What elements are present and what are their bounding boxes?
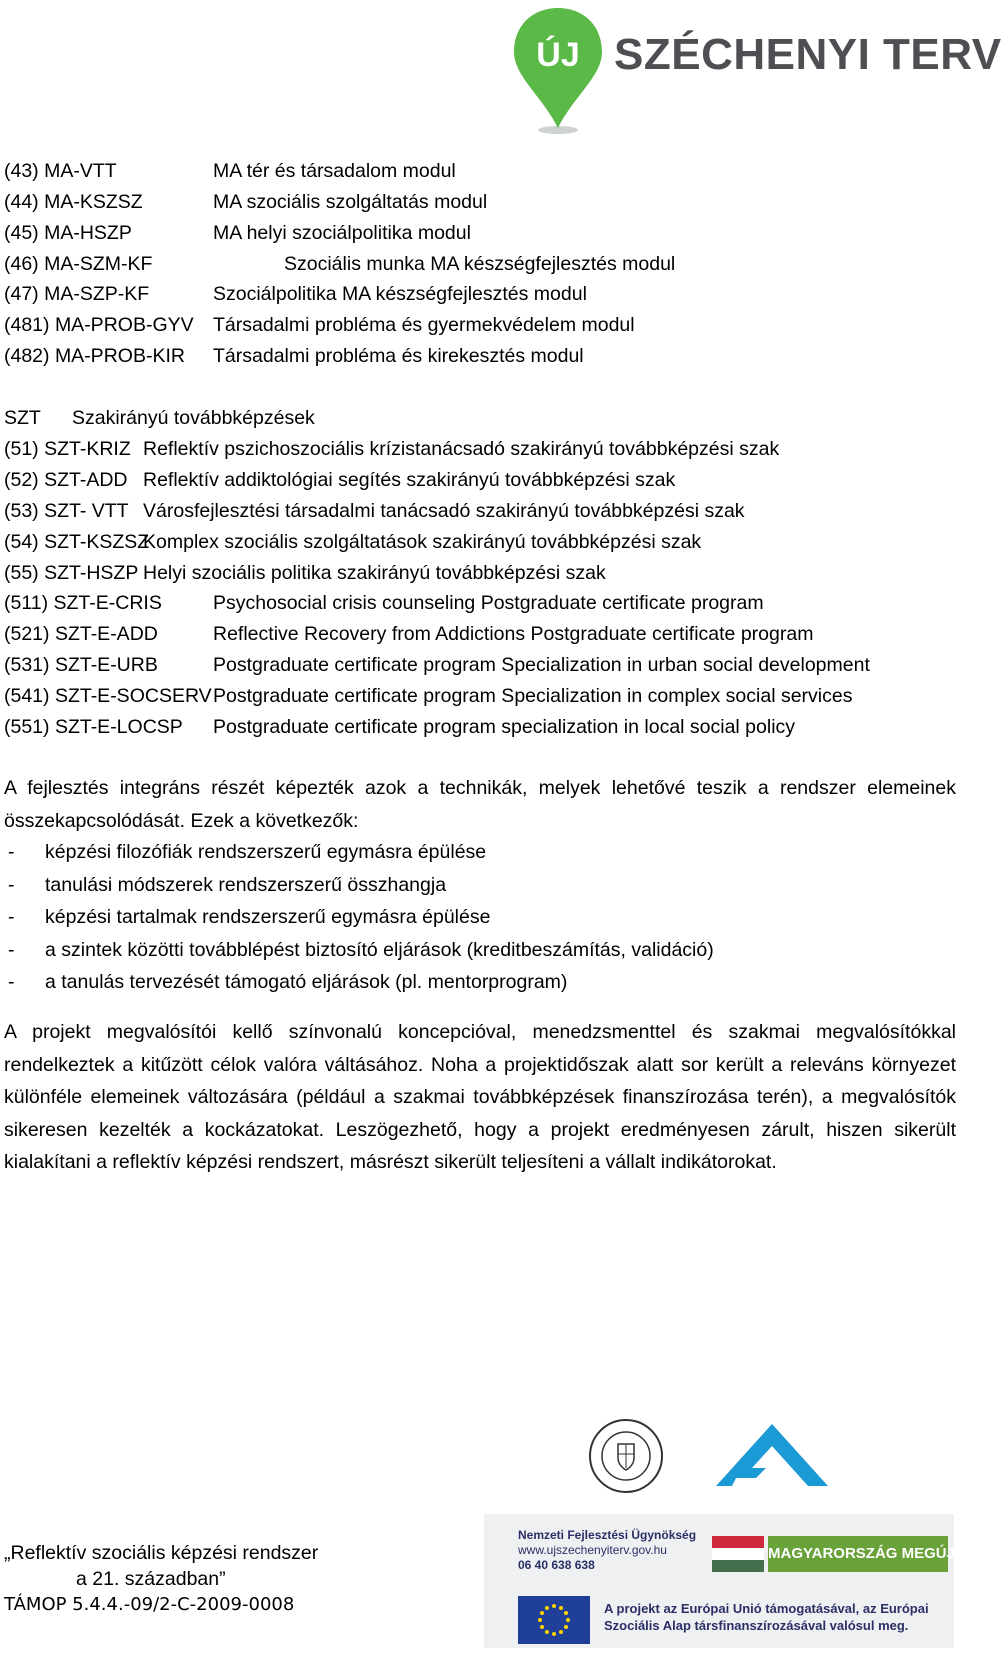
program-name: Psychosocial crisis counseling Postgraduate certificate program	[213, 592, 764, 614]
eu-note-line2: Szociális Alap társfinanszírozásával valósul meg.	[604, 1618, 909, 1633]
module-name: Társadalmi probléma és kirekesztés modul	[213, 345, 584, 367]
module-name: Szociális munka MA készségfejlesztés modul	[284, 253, 676, 275]
szt-title: Szakirányú továbbképzések	[72, 407, 315, 429]
program-code: (55) SZT-HSZP	[4, 562, 139, 584]
eu-funding-note	[604, 1600, 929, 1634]
module-code: (45) MA-HSZP	[4, 222, 132, 244]
program-name: Postgraduate certificate program specialization in local social policy	[213, 716, 796, 738]
program-code: (541) SZT-E-SOCSERV	[4, 685, 212, 707]
bullet-marker: -	[8, 971, 15, 993]
intro-paragraph: A fejlesztés integráns részét képezték azok a technikák, melyek lehetővé teszik a rendszer elemeinek összekapcsolódását. Ezek a következők:	[4, 777, 956, 832]
bullet-text: tanulási módszerek rendszerszerű összhangja	[45, 873, 447, 896]
hungarian-flag-icon	[712, 1536, 764, 1572]
location-pin-icon	[512, 6, 608, 136]
institution-triangle-logo-icon	[712, 1418, 832, 1490]
bullet-marker: -	[8, 873, 15, 896]
agency-url: www.ujszechenyiterv.gov.hu	[518, 1543, 667, 1557]
module-code: (43) MA-VTT	[4, 160, 117, 182]
module-code: (44) MA-KSZSZ	[4, 191, 143, 213]
module-name: MA helyi szociálpolitika modul	[213, 222, 471, 244]
module-name: Szociálpolitika MA készségfejlesztés modul	[213, 283, 587, 305]
module-code: (46) MA-SZM-KF	[4, 253, 153, 275]
footer-project-code: TÁMOP 5.4.4.-09/2-C-2009-0008	[4, 1594, 295, 1615]
bullet-text: a szintek közötti továbblépést biztosító eljárások (kreditbeszámítás, validáció)	[45, 938, 714, 961]
bullet-text: képzési tartalmak rendszerszerű egymásra épülése	[45, 906, 491, 928]
szt-code: SZT	[4, 407, 41, 429]
module-name: Társadalmi probléma és gyermekvédelem modul	[213, 314, 635, 336]
eu-note-line1: A projekt az Európai Unió támogatásával, az Európai	[604, 1601, 929, 1616]
module-code: (481) MA-PROB-GYV	[4, 314, 194, 336]
bullet-marker: -	[8, 938, 15, 961]
program-code: (521) SZT-E-ADD	[4, 623, 158, 645]
program-code: (52) SZT-ADD	[4, 469, 128, 491]
agency-block	[518, 1528, 696, 1573]
program-name: Reflektív addiktológiai segítés szakirányú továbbképzési szak	[143, 469, 676, 491]
bullet-marker: -	[8, 906, 15, 928]
program-code: (531) SZT-E-URB	[4, 654, 158, 676]
agency-name: Nemzeti Fejlesztési Ügynökség	[518, 1528, 697, 1542]
logo-pin-text: ÚJ	[536, 36, 580, 74]
program-code: (551) SZT-E-LOCSP	[4, 716, 183, 738]
module-name: MA szociális szolgáltatás modul	[213, 191, 488, 213]
bullet-text: a tanulás tervezését támogató eljárások (pl. mentorprogram)	[45, 971, 568, 993]
closing-paragraph: A projekt megvalósítói kellő színvonalú koncepcióval, menedzsmenttel és szakmai megvalósítókkal rendelkeztek a kitűzött célok valóra váltásához. Noha a projektidőszak alatt sor került a releváns környezet különféle elemeinek változására (például a szakmai továbbképzések finanszírozása terén), a megvalósítók sikeresen kezelték a kockázatokat. Leszögezhető, hogy a projekt eredményesen zárult, hiszen sikerült kialakítani a reflektív képzési rendszert, másrészt sikerült teljesíteni a vállalt indikátorokat.	[4, 1021, 956, 1173]
uj-szechenyi-terv-logo	[508, 6, 1002, 140]
funding-banner	[484, 1514, 975, 1648]
logo-wordmark: SZÉCHENYI TERV	[614, 30, 1002, 79]
program-name: Komplex szociális szolgáltatások szakirányú továbbképzési szak	[143, 531, 702, 553]
module-code: (482) MA-PROB-KIR	[4, 345, 185, 367]
footer-title-line2: a 21. században”	[76, 1568, 226, 1590]
program-name: Reflective Recovery from Addictions Postgraduate certificate program	[213, 623, 814, 645]
program-code: (511) SZT-E-CRIS	[4, 592, 162, 614]
bullet-text: képzési filozófiák rendszerszerű egymásra épülése	[45, 841, 487, 863]
program-code: (54) SZT-KSZSZ	[4, 531, 150, 553]
program-name: Postgraduate certificate program Specialization in complex social services	[213, 685, 853, 707]
program-name: Helyi szociális politika szakirányú továbbképzési szak	[143, 562, 606, 584]
eu-flag-icon	[518, 1596, 590, 1644]
program-name: Postgraduate certificate program Specialization in urban social development	[213, 654, 870, 676]
program-code: (51) SZT-KRIZ	[4, 438, 131, 460]
program-name: Reflektív pszichoszociális krízistanácsadó szakirányú továbbképzési szak	[143, 438, 780, 460]
module-name: MA tér és társadalom modul	[213, 160, 456, 182]
hu-slogan-banner: MAGYARORSZÁG MEGÚJUL	[768, 1536, 948, 1572]
program-name: Városfejlesztési társadalmi tanácsadó szakirányú továbbképzési szak	[143, 500, 745, 522]
footer-project-info	[4, 1540, 318, 1618]
program-code: (53) SZT- VTT	[4, 500, 129, 522]
footer-title-line1: „Reflektív szociális képzési rendszer	[4, 1542, 319, 1564]
university-seal-icon	[588, 1418, 664, 1494]
module-code: (47) MA-SZP-KF	[4, 283, 150, 305]
agency-phone: 06 40 638 638	[518, 1558, 595, 1572]
bullet-marker: -	[8, 841, 15, 863]
